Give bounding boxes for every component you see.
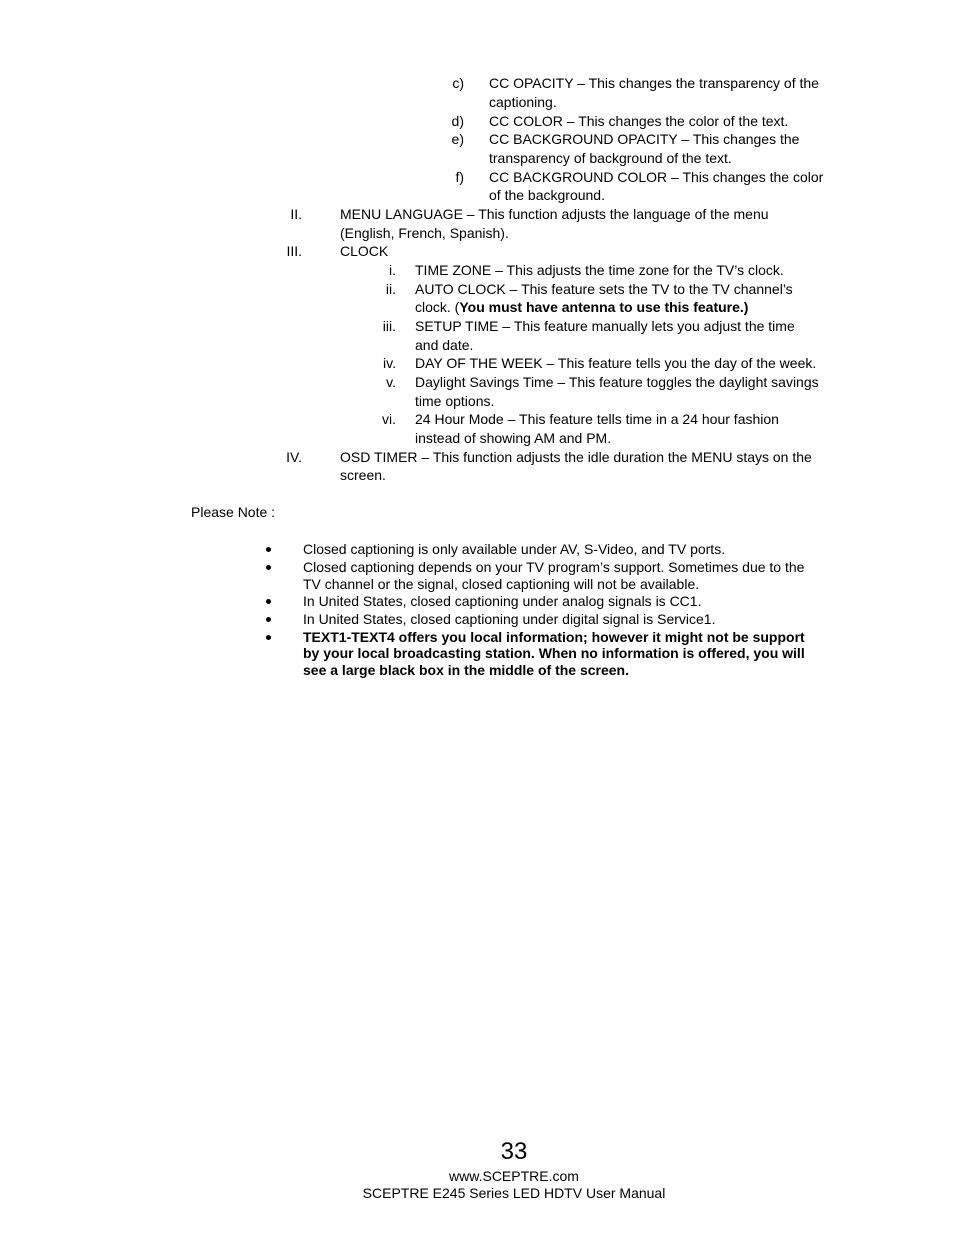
item-text: of the background.: [489, 187, 605, 203]
note-heading: Please Note :: [191, 504, 276, 520]
note-text: Closed captioning depends on your TV program’s support. Sometimes due to the: [303, 559, 805, 575]
note-text: Closed captioning is only available under AV, S-Video, and TV ports.: [303, 541, 726, 557]
item-text: captioning.: [489, 94, 557, 110]
footer-website: www.SCEPTRE.com: [449, 1168, 579, 1184]
page-number: 33: [500, 1138, 528, 1165]
list-marker: i.: [389, 262, 396, 278]
note-text: In United States, closed captioning under analog signals is CC1.: [303, 593, 702, 609]
bullet-icon: [266, 635, 271, 640]
item-text: and date.: [415, 337, 474, 353]
note-text: In United States, closed captioning under digital signal is Service1.: [303, 611, 716, 627]
list-marker: ii.: [385, 281, 396, 297]
item-text: SETUP TIME – This feature manually lets you adjust the time: [415, 318, 795, 334]
list-marker: e): [451, 131, 464, 147]
list-marker: II.: [290, 206, 302, 222]
item-text: OSD TIMER – This function adjusts the idle duration the MENU stays on the: [340, 449, 812, 465]
note-text: TEXT1-TEXT4 offers you local information; however it might not be support: [303, 629, 805, 645]
item-text: CC BACKGROUND COLOR – This changes the color: [489, 169, 824, 185]
item-text: CC COLOR – This changes the color of the text.: [489, 113, 789, 129]
list-marker: iv.: [383, 355, 396, 371]
item-text: CC OPACITY – This changes the transparency of the: [489, 75, 819, 91]
list-marker: vi.: [382, 411, 396, 427]
antenna-warning: You must have antenna to use this feature.): [459, 299, 749, 315]
list-marker: v.: [386, 374, 396, 390]
list-marker: d): [451, 113, 464, 129]
bullet-icon: [266, 599, 271, 604]
item-text: instead of showing AM and PM.: [415, 430, 612, 446]
item-text: Daylight Savings Time – This feature toggles the daylight savings: [415, 374, 819, 390]
item-text: CLOCK: [340, 243, 389, 259]
list-marker: III.: [286, 243, 302, 259]
item-text: MENU LANGUAGE – This function adjusts the language of the menu: [340, 206, 769, 222]
bullet-icon: [266, 547, 271, 552]
item-text: TIME ZONE – This adjusts the time zone for the TV’s clock.: [415, 262, 784, 278]
item-text: [415, 298, 748, 316]
item-text: 24 Hour Mode – This feature tells time in a 24 hour fashion: [415, 411, 779, 427]
list-marker: IV.: [286, 449, 302, 465]
item-text: transparency of background of the text.: [489, 150, 732, 166]
item-text: (English, French, Spanish).: [340, 225, 509, 241]
note-text: TV channel or the signal, closed captioning will not be available.: [303, 576, 700, 592]
item-text: time options.: [415, 393, 495, 409]
note-text: by your local broadcasting station. When no information is offered, you will: [303, 645, 805, 661]
footer-manual-title: SCEPTRE E245 Series LED HDTV User Manual: [362, 1185, 666, 1201]
bullet-icon: [266, 617, 271, 622]
list-marker: c): [452, 75, 464, 91]
item-text: CC BACKGROUND OPACITY – This changes the: [489, 131, 800, 147]
item-text-plain: clock. (: [415, 299, 460, 315]
list-marker: iii.: [382, 318, 396, 334]
bullet-icon: [266, 565, 271, 570]
item-text: DAY OF THE WEEK – This feature tells you the day of the week.: [415, 355, 817, 371]
note-text: see a large black box in the middle of the screen.: [303, 662, 629, 678]
item-text: AUTO CLOCK – This feature sets the TV to the TV channel’s: [415, 281, 793, 297]
list-marker: f): [455, 169, 464, 185]
item-text: screen.: [340, 467, 386, 483]
